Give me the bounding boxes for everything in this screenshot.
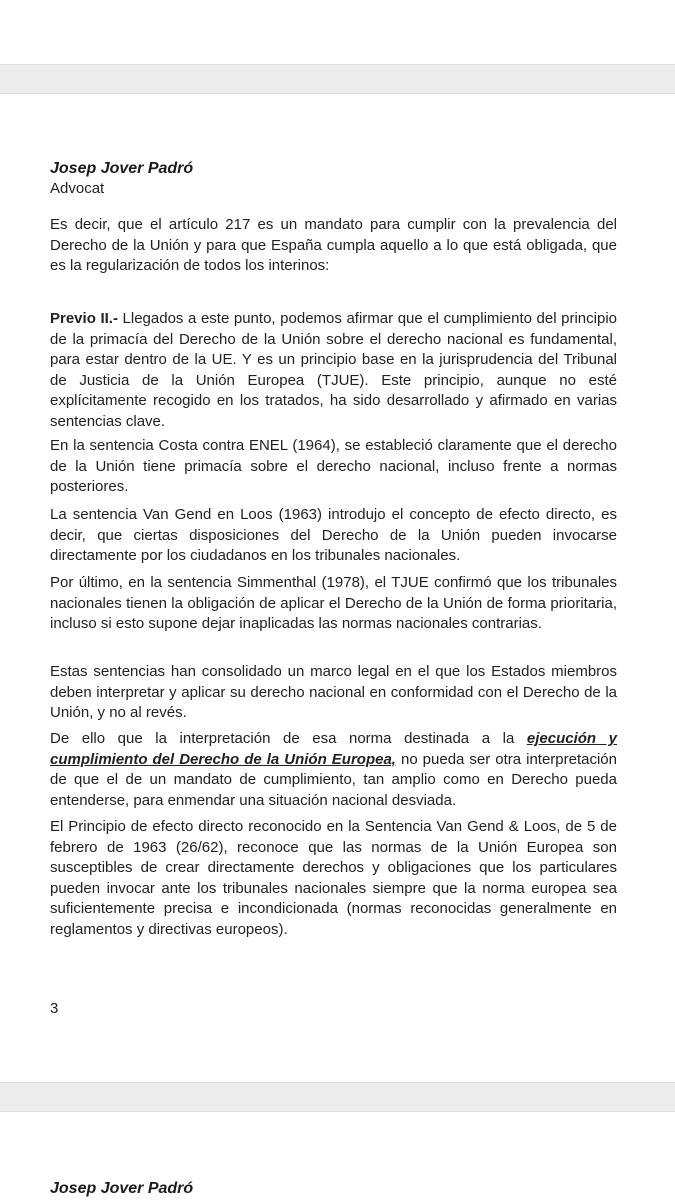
paragraph-3: En la sentencia Costa contra ENEL (1964), se estableció claramente que el derecho de la Unión tiene primacía sobre el derecho nacional, incluso frente a normas posteriores. <box>50 437 617 495</box>
author-role: Advocat <box>50 180 105 197</box>
paragraph-5: Por último, en la sentencia Simmenthal (1978), el TJUE confirmó que los tribunales nacionales tienen la obligación de aplicar el Derecho de la Unión de forma prioritaria, incluso si esto supone dejar inaplicadas las normas nacionales contrarias. <box>50 574 617 632</box>
paragraph-7 <box>50 729 617 811</box>
paragraph-2-label: Previo II.- <box>50 310 118 327</box>
author-name: Josep Jover Padró <box>50 160 194 177</box>
paragraph-2-text: Llegados a este punto, podemos afirmar que el cumplimiento del principio de la primacía del Derecho de la Unión sobre el derecho nacional es fundamental, para estar dentro de la UE. Y es un principio base en la jurisprudencia del Tribunal de Justicia de la Unión Europea (TJUE). Este principio, aunque no esté explícitamente recogido en los tratados, ha sido desarrollado y afirmado en varias sentencias clave. <box>50 310 618 430</box>
paragraph-6: Estas sentencias han consolidado un marco legal en el que los Estados miembros deben interpretar y aplicar su derecho nacional en conformidad con el Derecho de la Unión, y no al revés. <box>50 663 617 721</box>
paragraph-7-emphasis: ejecución y cumplimiento del Derecho de la Unión Europea, <box>50 730 617 768</box>
page-number: 3 <box>50 1000 59 1017</box>
page-gap-2 <box>0 1082 675 1112</box>
previous-page <box>0 0 675 64</box>
paragraph-8: El Principio de efecto directo reconocido en la Sentencia Van Gend & Loos, de 5 de febrero de 1963 (26/62), reconoce que las normas de la Unión Europea son susceptibles de crear directamente derechos y obligaciones que los particulares pueden invocar ante los tribunales nacionales siempre que la norma europea sea suficientemente precisa e incondicionada (normas reconocidas generalmente en reglamentos y directivas europeos). <box>50 818 617 938</box>
paragraph-7-post: no pueda ser otra interpretación de que el de un mandato de cumplimiento, tan amplio como en Derecho pueda entenderse, para enmendar una situación nacional desviada. <box>50 750 617 809</box>
page-gap <box>0 64 675 94</box>
paragraph-4: La sentencia Van Gend en Loos (1963) introdujo el concepto de efecto directo, es decir, que ciertas disposiciones del Derecho de la Unión pueden invocarse directamente por los ciudadanos en los tribunales nacionales. <box>50 506 617 564</box>
paragraph-7-pre: De ello que la interpretación de esa norma destinada a la <box>50 730 527 747</box>
paragraph-2 <box>50 309 617 432</box>
next-page-author-name: Josep Jover Padró <box>50 1180 194 1197</box>
paragraph-1: Es decir, que el artículo 217 es un mandato para cumplir con la prevalencia del Derecho de la Unión y para que España cumpla aquello a lo que está obligada, que es la regularización de todos los interinos: <box>50 216 617 274</box>
